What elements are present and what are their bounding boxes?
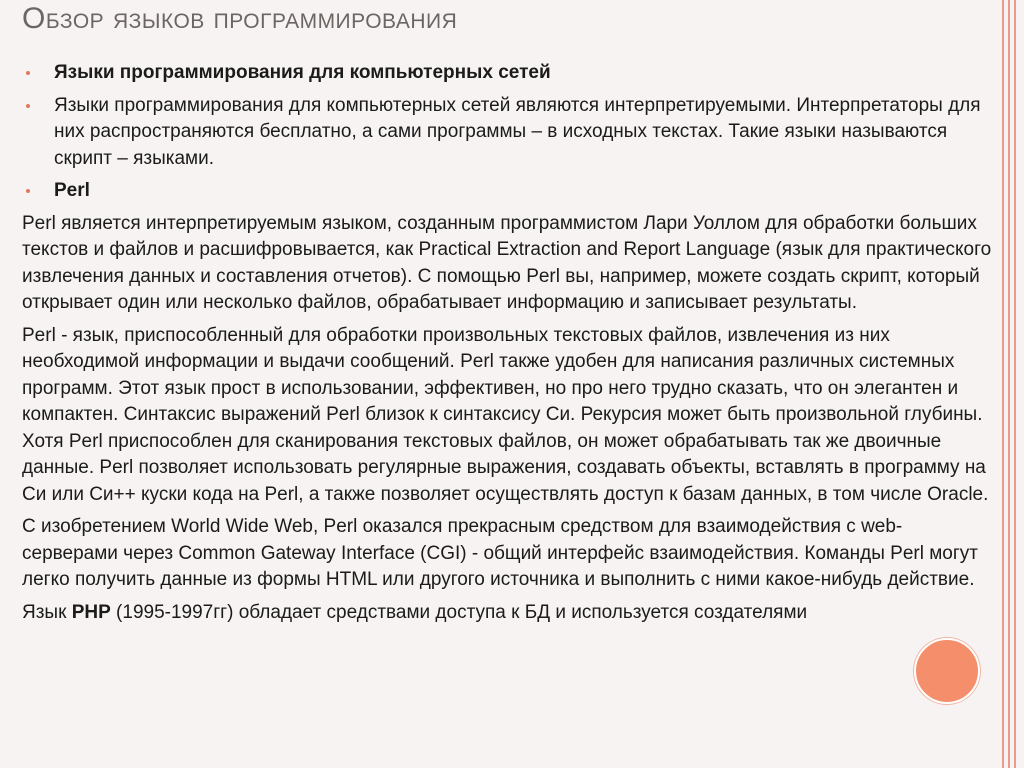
php-prefix-text: Язык <box>22 601 72 623</box>
paragraph-perl-features: Perl - язык, приспособленный для обработки произвольных текстовых файлов, извлечения из них необходимой информации и выдачи сообщений. Perl также удобен для написания различных системных программ. Этот язык прост в использовании, эффективен, но про него трудно сказать, что он элегантен и компактен. Синтаксис выражений Perl близок к синтаксису Си. Рекурсия может быть произвольной глубины. Хотя Perl приспособлен для сканирования текстовых файлов, он может обрабатывать так же двоичные данные. Perl позволяет использовать регулярные выражения, создавать объекты, вставлять в программу на Си или Си++ куски кода на Perl, а также позволяет осуществлять доступ к базам данных, в том числе Oracle. <box>22 324 989 505</box>
border-line-middle <box>1008 0 1010 768</box>
bullet-interpreted-description: Языки программирования для компьютерных сетей являются интерпретируемыми. Интерпретаторы для них распространяются бесплатно, а сами программы – в исходных текстах. Такие языки называются скрипт – языками. <box>22 93 997 173</box>
paragraph-php <box>22 600 997 627</box>
slide-title: Обзор языков программирования <box>22 2 458 35</box>
border-line-outer <box>1014 0 1016 768</box>
bullet-network-languages: Языки программирования для компьютерных сетей <box>22 60 997 87</box>
slide-content <box>22 60 997 632</box>
decorative-circle <box>914 638 980 704</box>
border-line-inner <box>1002 0 1004 768</box>
bullet-perl: Perl <box>22 178 997 205</box>
php-bold-text: PHP <box>71 601 111 623</box>
paragraph-perl-web: С изобретением World Wide Web, Perl оказался прекрасным средством для взаимодействия с web-серверами через Common Gateway Interface (CGI) - общий интерфейс взаимодействия. Команды Perl могут легко получить данные из формы HTML или другого источника и выполнить с ними какое-нибудь действие. <box>22 516 979 590</box>
paragraph-perl-intro: Perl является интерпретируемым языком, созданным программистом Лари Уоллом для обработки больших текстов и файлов и расшифровывается, как Practical Extraction and Report Language (язык для практического извлечения данных и составления отчетов). С помощью Perl вы, например, можете создать скрипт, который открывает один или несколько файлов, обрабатывает информацию и записывает результаты. <box>22 212 992 313</box>
php-rest-text: (1995-1997гг) обладает средствами доступа к БД и используется создателями <box>110 601 808 623</box>
